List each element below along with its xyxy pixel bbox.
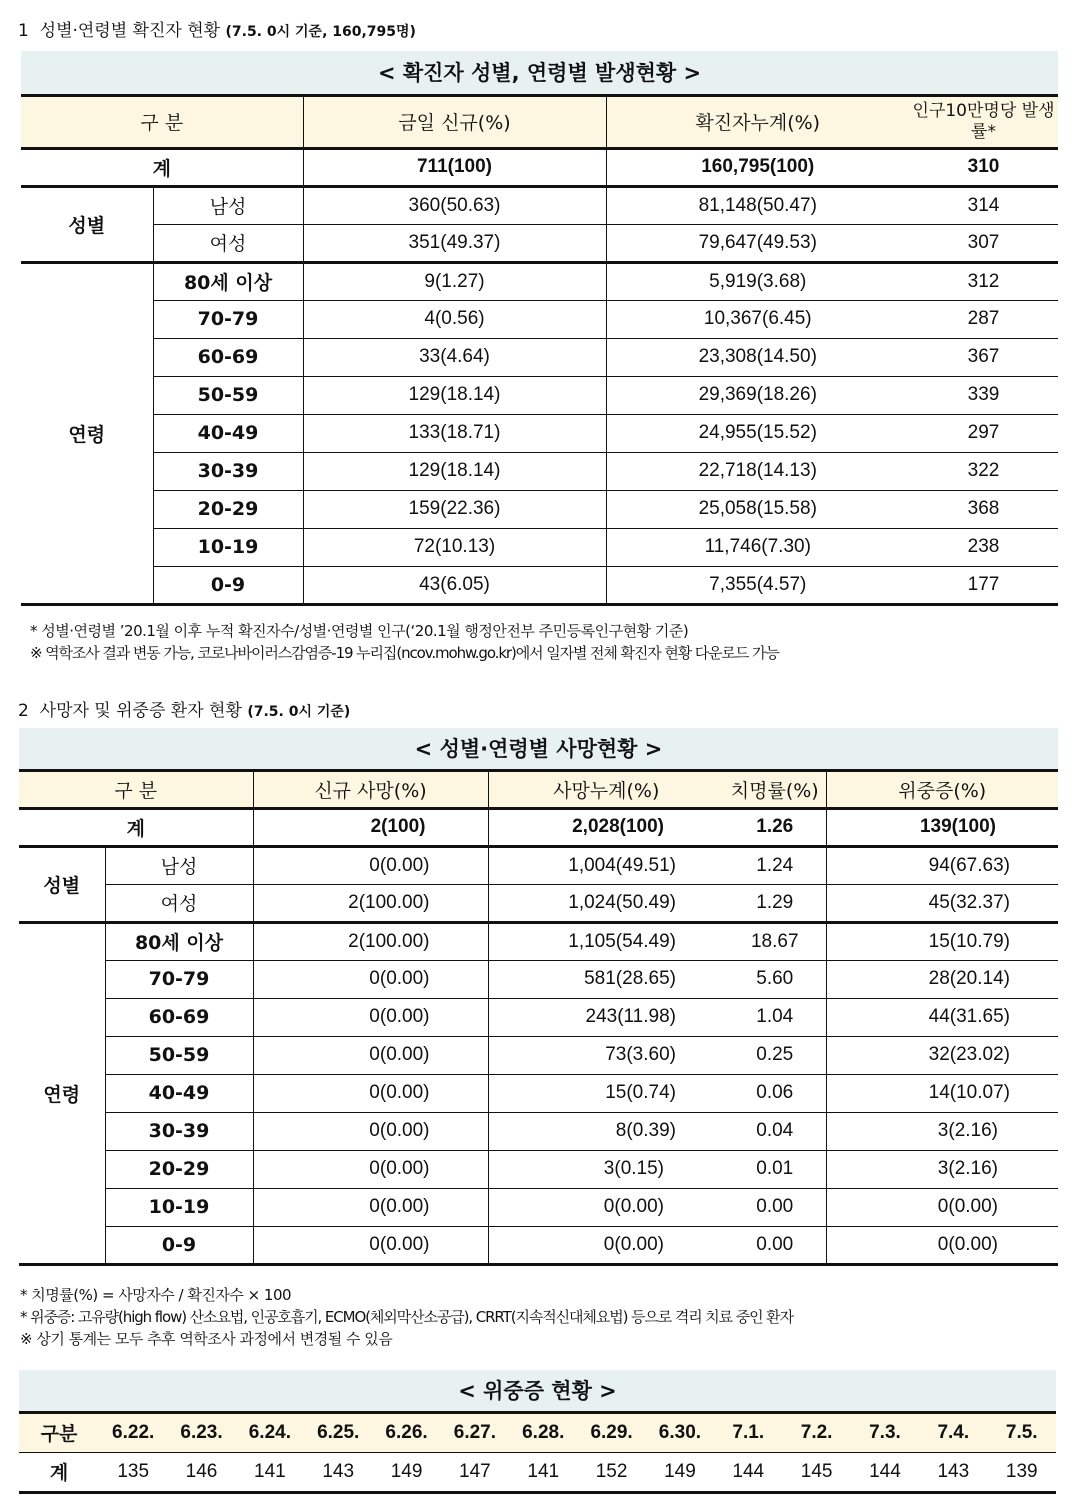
t1-age-new-20: 159(22.36) — [303, 490, 606, 528]
t2-age-cum-20: 3(0.15) — [488, 1150, 724, 1188]
t2-row-age-20 — [19, 1150, 1058, 1188]
t1-age-rate-50: 339 — [909, 376, 1058, 414]
t2-female-severe: 45(32.37) — [826, 884, 1058, 922]
t3-value: 144 — [851, 1452, 919, 1492]
t1-male-rate: 314 — [909, 186, 1058, 224]
section2-subtitle: (7.5. 0시 기준) — [247, 704, 351, 720]
t2-header-severe: 위중증(%) — [826, 770, 1058, 808]
section1-number: 1 — [18, 21, 29, 41]
t2-age-label-30: 30-39 — [105, 1112, 253, 1150]
t2-age-cum-0: 0(0.00) — [488, 1226, 724, 1264]
t2-age-cum-50: 73(3.60) — [488, 1036, 724, 1074]
t3-row-header: 구분 — [19, 1412, 99, 1452]
t1-female-new: 351(49.37) — [303, 224, 606, 262]
t1-header-cum: 확진자누계(%) — [606, 95, 909, 148]
t3-value: 145 — [782, 1452, 850, 1492]
t2-age-new-50: 0(0.00) — [253, 1036, 488, 1074]
t1-age-rate-0: 177 — [909, 566, 1058, 604]
t2-age-cfr-60: 1.04 — [724, 998, 826, 1036]
section1-title — [18, 16, 416, 41]
t2-female-label: 여성 — [105, 884, 253, 922]
t1-age-label-10: 10-19 — [153, 528, 303, 566]
deaths-table — [19, 728, 1058, 1266]
t1-row-age-70 — [21, 300, 1058, 338]
t1-age-cum-30: 22,718(14.13) — [606, 452, 909, 490]
t1-age-cum-20: 25,058(15.58) — [606, 490, 909, 528]
t2-age-label-20: 20-29 — [105, 1150, 253, 1188]
t1-age-rate-20: 368 — [909, 490, 1058, 528]
table2-header-row — [19, 770, 1058, 808]
t2-age-severe-60: 44(31.65) — [826, 998, 1058, 1036]
t2-female-cfr: 1.29 — [724, 884, 826, 922]
t1-male-label: 남성 — [153, 186, 303, 224]
t3-value-label: 계 — [19, 1452, 99, 1492]
table2-notes — [20, 1284, 793, 1350]
t2-age-cum-80: 1,105(54.49) — [488, 922, 724, 960]
t2-age-severe-30: 3(2.16) — [826, 1112, 1058, 1150]
t3-date: 7.3. — [851, 1412, 919, 1452]
t1-total-label: 계 — [21, 148, 303, 186]
t3-date: 6.27. — [441, 1412, 509, 1452]
t1-age-cum-80: 5,919(3.68) — [606, 262, 909, 300]
t1-total-cum: 160,795(100) — [606, 148, 909, 186]
t1-total-row — [21, 148, 1058, 186]
t1-age-label-20: 20-29 — [153, 490, 303, 528]
t2-age-severe-50: 32(23.02) — [826, 1036, 1058, 1074]
t1-age-label: 연령 — [21, 262, 153, 604]
t2-age-new-60: 0(0.00) — [253, 998, 488, 1036]
table2-note-3: ※ 상기 통계는 모두 추후 역학조사 과정에서 변경될 수 있음 — [20, 1330, 393, 1348]
t1-age-rate-70: 287 — [909, 300, 1058, 338]
confirmed-cases-table — [21, 51, 1058, 606]
t2-total-new: 2(100) — [253, 808, 488, 846]
t1-sex-label: 성별 — [21, 186, 153, 262]
t1-age-cum-70: 10,367(6.45) — [606, 300, 909, 338]
t2-age-severe-80: 15(10.79) — [826, 922, 1058, 960]
t2-age-cfr-0: 0.00 — [724, 1226, 826, 1264]
t1-age-new-10: 72(10.13) — [303, 528, 606, 566]
t2-sex-label: 성별 — [19, 846, 105, 922]
t3-value: 141 — [236, 1452, 304, 1492]
t3-date: 6.25. — [304, 1412, 372, 1452]
t1-age-label-40: 40-49 — [153, 414, 303, 452]
t1-row-age-20 — [21, 490, 1058, 528]
t2-row-age-50 — [19, 1036, 1058, 1074]
t3-date: 6.23. — [167, 1412, 235, 1452]
t3-value: 141 — [509, 1452, 577, 1492]
t2-header-new: 신규 사망(%) — [253, 770, 488, 808]
t1-total-new: 711(100) — [303, 148, 606, 186]
t1-female-cum: 79,647(49.53) — [606, 224, 909, 262]
t1-age-new-70: 4(0.56) — [303, 300, 606, 338]
t3-date: 6.29. — [577, 1412, 645, 1452]
t1-age-cum-10: 11,746(7.30) — [606, 528, 909, 566]
t1-age-cum-40: 24,955(15.52) — [606, 414, 909, 452]
table1-banner-row — [21, 51, 1058, 95]
t2-total-severe: 139(100) — [826, 808, 1058, 846]
t3-value: 135 — [99, 1452, 167, 1492]
t1-age-label-70: 70-79 — [153, 300, 303, 338]
t2-header-cum: 사망누계(%) — [488, 770, 724, 808]
t2-age-new-0: 0(0.00) — [253, 1226, 488, 1264]
table2-banner: < 성별·연령별 사망현황 > — [19, 728, 1058, 770]
t2-row-female — [19, 884, 1058, 922]
t2-age-label-0: 0-9 — [105, 1226, 253, 1264]
section1-subtitle: (7.5. 0시 기준, 160,795명) — [225, 24, 416, 40]
t3-value: 149 — [372, 1452, 440, 1492]
t2-row-age-0 — [19, 1226, 1058, 1264]
t2-header-cfr: 치명률(%) — [724, 770, 826, 808]
t2-female-new: 2(100.00) — [253, 884, 488, 922]
t1-age-new-80: 9(1.27) — [303, 262, 606, 300]
t2-male-cum: 1,004(49.51) — [488, 846, 724, 884]
t1-header-rate-text: 인구10만명당 발생률* — [912, 100, 1055, 142]
t1-age-cum-60: 23,308(14.50) — [606, 338, 909, 376]
section2-heading: 사망자 및 위중증 환자 현황 — [39, 701, 242, 721]
t3-value-row — [19, 1452, 1056, 1492]
t2-age-label-70: 70-79 — [105, 960, 253, 998]
table1-note-2: ※ 역학조사 결과 변동 가능, 코로나바이러스감염증-19 누리집(ncov.mohw.go.kr)에서 일자별 전체 확진자 현황 다운로드 가능 — [30, 644, 779, 662]
t2-row-age-60 — [19, 998, 1058, 1036]
t1-age-label-60: 60-69 — [153, 338, 303, 376]
t3-date: 7.2. — [782, 1412, 850, 1452]
t1-header-new: 금일 신규(%) — [303, 95, 606, 148]
t2-age-cum-40: 15(0.74) — [488, 1074, 724, 1112]
t1-row-male — [21, 186, 1058, 224]
t3-value: 147 — [441, 1452, 509, 1492]
t1-age-new-0: 43(6.05) — [303, 566, 606, 604]
t2-age-label-80: 80세 이상 — [105, 922, 253, 960]
t3-value: 143 — [304, 1452, 372, 1492]
t1-age-label-30: 30-39 — [153, 452, 303, 490]
t1-header-rate — [909, 95, 1058, 148]
t2-age-new-70: 0(0.00) — [253, 960, 488, 998]
t2-age-cum-10: 0(0.00) — [488, 1188, 724, 1226]
t2-header-category: 구 분 — [19, 770, 253, 808]
t1-age-label-0: 0-9 — [153, 566, 303, 604]
t3-date: 6.24. — [236, 1412, 304, 1452]
t2-row-age-40 — [19, 1074, 1058, 1112]
t3-date: 6.28. — [509, 1412, 577, 1452]
t2-age-cum-70: 581(28.65) — [488, 960, 724, 998]
t2-age-severe-0: 0(0.00) — [826, 1226, 1058, 1264]
table2-banner-row — [19, 728, 1058, 770]
t3-date-row — [19, 1412, 1056, 1452]
t2-male-label: 남성 — [105, 846, 253, 884]
t2-female-cum: 1,024(50.49) — [488, 884, 724, 922]
t2-age-cfr-80: 18.67 — [724, 922, 826, 960]
t2-age-cfr-70: 5.60 — [724, 960, 826, 998]
t2-row-age-30 — [19, 1112, 1058, 1150]
t1-row-age-50 — [21, 376, 1058, 414]
t2-row-male — [19, 846, 1058, 884]
t1-male-new: 360(50.63) — [303, 186, 606, 224]
t1-age-label-50: 50-59 — [153, 376, 303, 414]
t3-value: 149 — [646, 1452, 714, 1492]
t1-age-new-30: 129(18.14) — [303, 452, 606, 490]
t1-age-cum-0: 7,355(4.57) — [606, 566, 909, 604]
t2-age-severe-20: 3(2.16) — [826, 1150, 1058, 1188]
t1-row-age-60 — [21, 338, 1058, 376]
t1-age-rate-80: 312 — [909, 262, 1058, 300]
t3-date: 7.5. — [987, 1412, 1056, 1452]
t2-age-new-80: 2(100.00) — [253, 922, 488, 960]
t1-female-label: 여성 — [153, 224, 303, 262]
t1-age-rate-40: 297 — [909, 414, 1058, 452]
table1-header-row — [21, 95, 1058, 148]
table1-banner: < 확진자 성별, 연령별 발생현황 > — [21, 51, 1058, 95]
t2-male-severe: 94(67.63) — [826, 846, 1058, 884]
t1-male-cum: 81,148(50.47) — [606, 186, 909, 224]
t2-row-age-80 — [19, 922, 1058, 960]
section2-number: 2 — [18, 701, 29, 721]
section1-heading: 성별·연령별 확진자 현황 — [39, 21, 221, 41]
t1-age-new-40: 133(18.71) — [303, 414, 606, 452]
t2-age-cfr-40: 0.06 — [724, 1074, 826, 1112]
t2-age-label-40: 40-49 — [105, 1074, 253, 1112]
t2-age-label-50: 50-59 — [105, 1036, 253, 1074]
table3-banner-row — [19, 1370, 1056, 1412]
t1-total-rate: 310 — [909, 148, 1058, 186]
t3-value: 144 — [714, 1452, 782, 1492]
t1-age-label-80: 80세 이상 — [153, 262, 303, 300]
t2-row-age-10 — [19, 1188, 1058, 1226]
table1-notes — [30, 620, 779, 664]
table1-note-1: * 성별·연령별 ’20.1월 이후 누적 확진자수/성별·연령별 인구(‘20.1월 행정안전부 주민등록인구현황 기준) — [30, 622, 689, 640]
t2-age-cum-30: 8(0.39) — [488, 1112, 724, 1150]
table2-note-2: * 위중증: 고유량(high flow) 산소요법, 인공호흡기, ECMO(체외막산소공급), CRRT(지속적신대체요법) 등으로 격리 치료 중인 환자 — [20, 1308, 793, 1326]
t3-date: 7.4. — [919, 1412, 987, 1452]
section2-title — [18, 696, 350, 721]
t1-header-category: 구 분 — [21, 95, 303, 148]
t3-date: 6.30. — [646, 1412, 714, 1452]
t2-age-new-20: 0(0.00) — [253, 1150, 488, 1188]
t2-age-cfr-10: 0.00 — [724, 1188, 826, 1226]
t3-date: 6.22. — [99, 1412, 167, 1452]
t2-row-age-70 — [19, 960, 1058, 998]
t2-age-label-60: 60-69 — [105, 998, 253, 1036]
severe-cases-table — [19, 1370, 1056, 1494]
table2-note-1: * 치명률(%) = 사망자수 / 확진자수 × 100 — [20, 1286, 292, 1304]
t1-age-new-60: 33(4.64) — [303, 338, 606, 376]
t1-female-rate: 307 — [909, 224, 1058, 262]
t3-date: 7.1. — [714, 1412, 782, 1452]
t1-age-cum-50: 29,369(18.26) — [606, 376, 909, 414]
t2-age-new-10: 0(0.00) — [253, 1188, 488, 1226]
t1-row-age-10 — [21, 528, 1058, 566]
t1-row-female — [21, 224, 1058, 262]
t1-row-age-0 — [21, 566, 1058, 604]
t1-row-age-40 — [21, 414, 1058, 452]
t2-total-cum: 2,028(100) — [488, 808, 724, 846]
t2-age-cum-60: 243(11.98) — [488, 998, 724, 1036]
t1-age-rate-10: 238 — [909, 528, 1058, 566]
t1-age-rate-60: 367 — [909, 338, 1058, 376]
t2-total-label: 계 — [19, 808, 253, 846]
t2-male-new: 0(0.00) — [253, 846, 488, 884]
t2-age-severe-40: 14(10.07) — [826, 1074, 1058, 1112]
t1-row-age-80 — [21, 262, 1058, 300]
t1-age-new-50: 129(18.14) — [303, 376, 606, 414]
t2-age-cfr-50: 0.25 — [724, 1036, 826, 1074]
t2-age-label-10: 10-19 — [105, 1188, 253, 1226]
t2-age-new-30: 0(0.00) — [253, 1112, 488, 1150]
t2-age-severe-10: 0(0.00) — [826, 1188, 1058, 1226]
t1-age-rate-30: 322 — [909, 452, 1058, 490]
t3-value: 152 — [577, 1452, 645, 1492]
t2-age-cfr-30: 0.04 — [724, 1112, 826, 1150]
t2-age-new-40: 0(0.00) — [253, 1074, 488, 1112]
t3-date: 6.26. — [372, 1412, 440, 1452]
t1-row-age-30 — [21, 452, 1058, 490]
t2-male-cfr: 1.24 — [724, 846, 826, 884]
t2-total-cfr: 1.26 — [724, 808, 826, 846]
t2-total-row — [19, 808, 1058, 846]
t2-age-label: 연령 — [19, 922, 105, 1264]
t3-value: 139 — [987, 1452, 1056, 1492]
t2-age-severe-70: 28(20.14) — [826, 960, 1058, 998]
table3-banner: < 위중증 현황 > — [19, 1370, 1056, 1412]
t3-value: 146 — [167, 1452, 235, 1492]
t3-value: 143 — [919, 1452, 987, 1492]
t2-age-cfr-20: 0.01 — [724, 1150, 826, 1188]
